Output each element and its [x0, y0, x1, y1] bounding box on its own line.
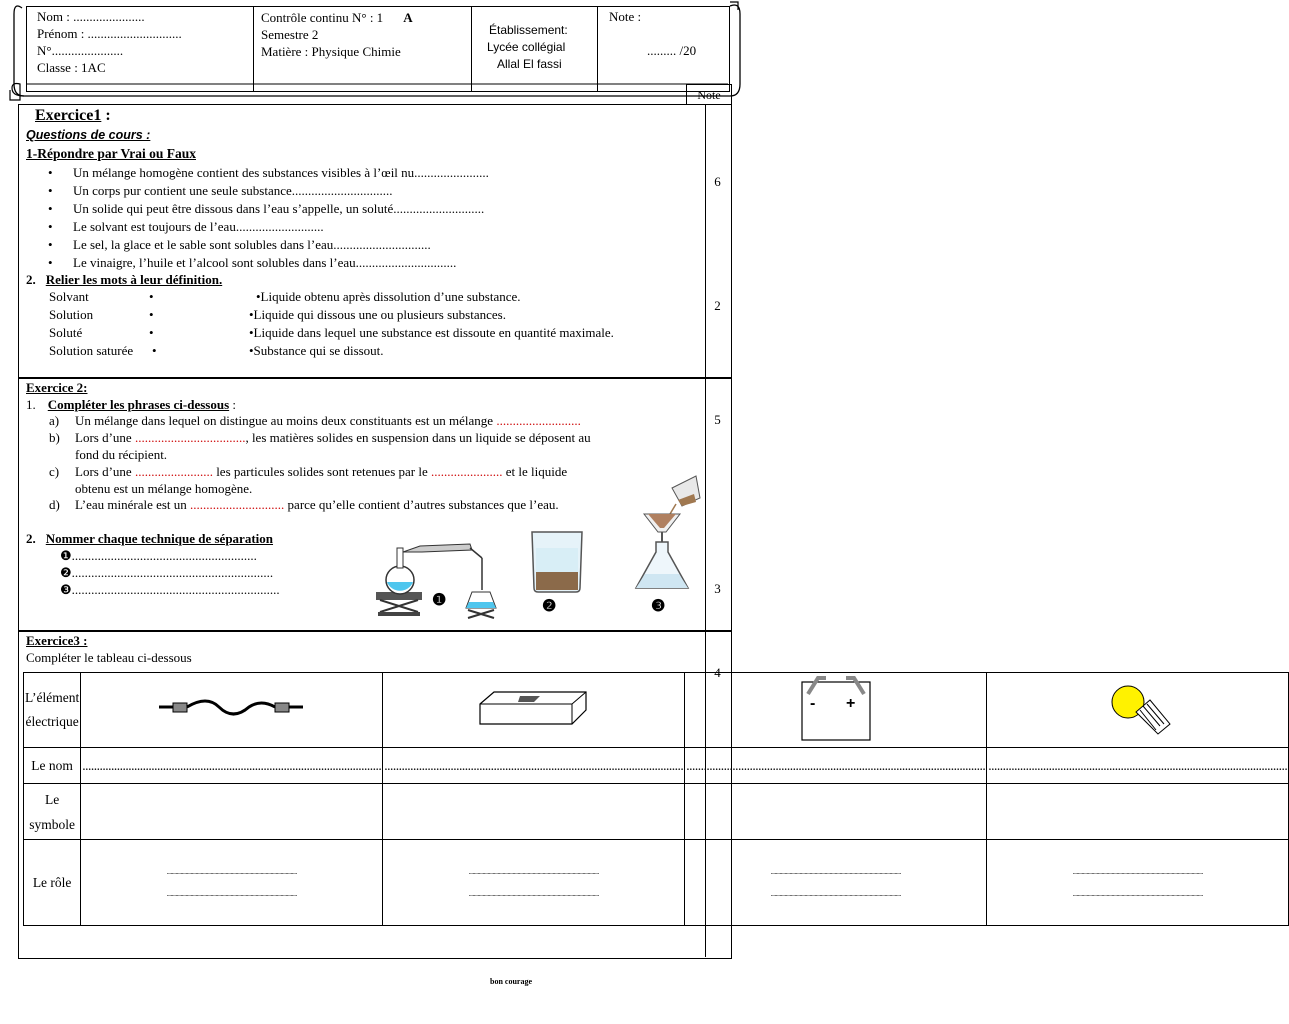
switch-icon — [478, 688, 590, 728]
figure-1-marker: ❶ — [432, 592, 447, 609]
bullet-icon: • — [48, 219, 53, 234]
sentence-d-start: L’eau minérale est un — [75, 497, 191, 512]
electrical-elements-table — [23, 672, 1289, 926]
technique-answer-2[interactable]: ❷.............................................................. — [60, 565, 274, 580]
note-ex1-part2: 2 — [714, 298, 721, 313]
etablissement-label: Établissement: — [489, 23, 568, 37]
wire-icon — [157, 693, 307, 723]
matiere-label: Matière : Physique Chimie — [261, 44, 401, 59]
battery-icon — [796, 674, 876, 742]
ex2-q1-title: Compléter les phrases ci-dessous — [47, 397, 230, 412]
symbol-answer-bulb[interactable] — [987, 784, 1289, 840]
ex1-subtitle: Questions de cours : — [26, 128, 151, 142]
technique-answer-3[interactable]: ❸................................................................ — [60, 582, 280, 597]
sentence-b-start: Lors d’une — [75, 430, 135, 445]
bullet-icon: • — [48, 255, 53, 270]
table-row — [24, 784, 1289, 840]
svg-text:-: - — [809, 695, 816, 712]
note-column-header: Note — [686, 84, 732, 105]
school-name-line2: Allal El fassi — [497, 57, 562, 71]
word-solution: Solution — [49, 307, 94, 322]
word-solute: Soluté — [49, 325, 83, 340]
controle-label: Contrôle continu N° : 1 — [261, 10, 384, 25]
definition-2[interactable]: •Liquide qui dissous une ou plusieurs substances. — [249, 307, 506, 322]
ex1-q2-num: 2. — [26, 272, 36, 287]
cell-battery-image — [685, 673, 987, 748]
version-label: A — [403, 10, 413, 25]
sentence-c-end: et le liquide — [502, 464, 568, 479]
sentence-b-end: , les matières solides en suspension dans un liquide se déposent au — [245, 430, 591, 445]
definition-1[interactable]: •Liquide obtenu après dissolution d’une substance. — [256, 289, 521, 304]
table-row — [24, 673, 1289, 748]
numero-field[interactable]: N°...................... — [37, 43, 124, 58]
blank-a[interactable]: .......................... — [496, 413, 581, 428]
ex2-q2-title: Nommer chaque technique de séparation — [45, 531, 274, 546]
definition-3[interactable]: •Liquide dans lequel une substance est dissoute en quantité maximale. — [249, 325, 614, 340]
true-false-item[interactable]: Un corps pur contient une seule substance............................... — [73, 183, 393, 198]
true-false-item[interactable]: Le vinaigre, l’huile et l’alcool sont solubles dans l’eau............................... — [73, 255, 457, 270]
blank-c1[interactable]: ........................ — [134, 464, 213, 479]
row-header-element: L’élément électrique — [24, 673, 81, 748]
technique-answer-1[interactable]: ❶......................................................... — [60, 548, 257, 563]
bullet-icon: • — [48, 165, 53, 180]
header-box — [26, 6, 730, 92]
note-value[interactable]: ......... /20 — [647, 43, 697, 58]
filtration-image — [632, 470, 704, 600]
word-solvant: Solvant — [49, 289, 89, 304]
note-cell — [597, 7, 729, 91]
true-false-item[interactable]: Le sel, la glace et le sable sont solubles dans l’eau.............................. — [73, 237, 431, 252]
sentence-c-cont: obtenu est un mélange homogène. — [75, 481, 253, 496]
school-name-line1: Lycée collégial — [487, 40, 566, 54]
row-header-symbol: Le symbole — [24, 784, 81, 840]
word-dot[interactable]: • — [149, 325, 154, 340]
table-row — [24, 840, 1289, 926]
sentence-c-mid: les particules solides sont retenues par le — [212, 464, 431, 479]
classe-field: Classe : 1AC — [37, 60, 106, 75]
ex3-instruction: Compléter le tableau ci-dessous — [26, 650, 192, 665]
table-row — [24, 748, 1289, 784]
word-dot[interactable]: • — [149, 289, 154, 304]
bullet-icon: • — [48, 201, 53, 216]
true-false-item[interactable]: Le solvant est toujours de l’eau........................... — [73, 219, 324, 234]
bullet-icon: • — [48, 183, 53, 198]
ex3-title: Exercice3 : — [26, 633, 88, 648]
prenom-field[interactable]: Prénom : ............................. — [37, 26, 182, 41]
school-cell — [471, 7, 598, 91]
student-info-cell — [27, 7, 254, 91]
sentence-a: Un mélange dans lequel on distingue au moins deux constituants est un mélange — [75, 413, 497, 428]
role-answer-switch[interactable]: ........................................................................................................ ........................................................................................................ — [383, 840, 685, 926]
ex2-title: Exercice 2: — [26, 380, 88, 395]
decantation-beaker-image — [528, 528, 588, 594]
note-ex2-part2: 3 — [714, 581, 721, 596]
word-solution-saturee: Solution saturée — [49, 343, 134, 358]
word-dot[interactable]: • — [152, 343, 157, 358]
bulb-icon — [1098, 678, 1178, 738]
ex1-q2-title: Relier les mots à leur définition. — [45, 272, 223, 287]
ex1-q1-title: 1-Répondre par Vrai ou Faux — [26, 146, 197, 161]
ex2-q1-suffix: : — [229, 397, 237, 412]
role-answer-wire[interactable]: ........................................................................................................ ........................................................................................................ — [81, 840, 383, 926]
row-header-name: Le nom — [24, 748, 81, 784]
note-label: Note : — [609, 9, 642, 24]
exam-info-cell — [253, 7, 472, 91]
ex1-title-suffix: : — [101, 107, 111, 124]
symbol-answer-wire[interactable] — [81, 784, 383, 840]
ex2-q2-num: 2. — [26, 531, 36, 546]
figure-3-marker: ❸ — [651, 598, 666, 615]
cell-switch-image — [383, 673, 685, 748]
figure-2-marker: ❷ — [542, 598, 557, 615]
role-answer-battery[interactable]: ........................................................................................................ ........................................................................................................ — [685, 840, 987, 926]
item-b-label: b) — [49, 430, 60, 445]
item-c-label: c) — [49, 464, 60, 479]
blank-c2[interactable]: ...................... — [431, 464, 503, 479]
row-header-role: Le rôle — [24, 840, 81, 926]
bullet-icon: • — [48, 237, 53, 252]
definition-4[interactable]: •Substance qui se dissout. — [249, 343, 384, 358]
ex1-title: Exercice1 — [35, 107, 102, 124]
footer-bon-courage: bon courage — [490, 977, 532, 986]
blank-d[interactable]: ............................. — [190, 497, 285, 512]
symbol-answer-switch[interactable] — [383, 784, 685, 840]
blank-b[interactable]: .................................. — [134, 430, 246, 445]
sentence-c-start: Lors d’une — [75, 464, 135, 479]
name-answer-switch[interactable]: ........................................................................................................ — [383, 748, 685, 784]
note-ex3: 4 — [714, 665, 721, 680]
symbol-answer-battery[interactable] — [685, 784, 987, 840]
word-dot[interactable]: • — [149, 307, 154, 322]
role-answer-bulb[interactable]: ........................................................................................................ ........................................................................................................ — [987, 840, 1289, 926]
cell-bulb-image — [987, 673, 1289, 748]
item-d-label: d) — [49, 497, 60, 512]
ex2-q1-num: 1. — [26, 397, 36, 412]
note-ex1-part1: 6 — [714, 174, 721, 189]
note-ex2-part1: 5 — [714, 412, 721, 427]
semestre-label: Semestre 2 — [261, 27, 319, 42]
name-answer-bulb[interactable]: ........................................................................................................ — [987, 748, 1289, 784]
sentence-d-end: parce qu’elle contient d’autres substances que l’eau. — [284, 497, 559, 512]
true-false-item[interactable]: Un solide qui peut être dissous dans l’eau s’appelle, un soluté............................ — [73, 201, 485, 216]
name-answer-wire[interactable]: ........................................................................................................ — [81, 748, 383, 784]
sentence-b-cont: fond du récipient. — [75, 447, 168, 462]
cell-wire-image — [81, 673, 383, 748]
item-a-label: a) — [49, 413, 60, 428]
name-answer-battery[interactable]: ........................................................................................................ — [685, 748, 987, 784]
true-false-item[interactable]: Un mélange homogène contient des substances visibles à l’œil nu....................... — [73, 165, 489, 180]
nom-field[interactable]: Nom : ...................... — [37, 9, 145, 24]
svg-text:+: + — [845, 695, 856, 712]
